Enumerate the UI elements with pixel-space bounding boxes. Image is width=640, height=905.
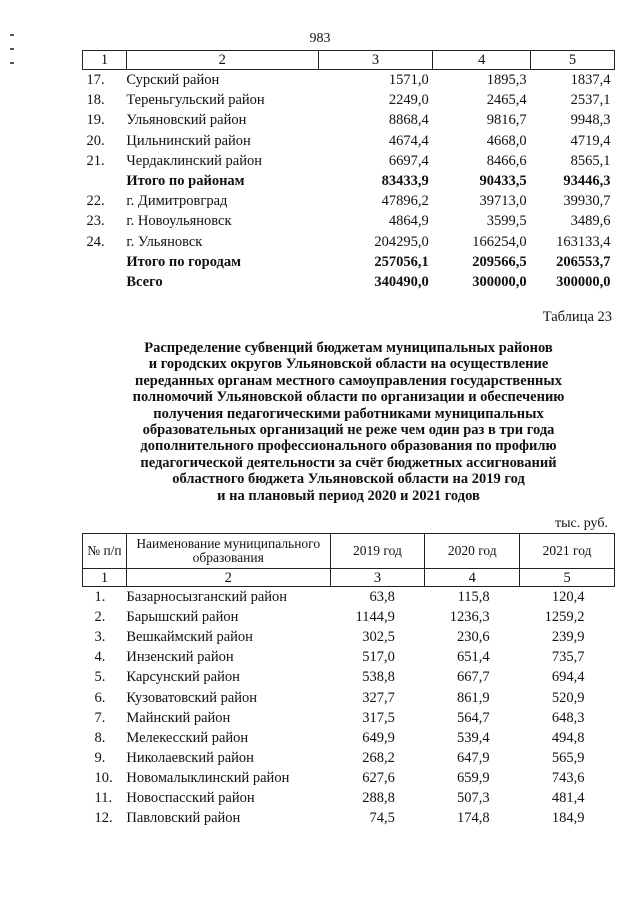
value-2021: 565,9	[551, 749, 585, 766]
row-name: Базарносызганский район	[126, 589, 288, 606]
value-2019: 257056,1	[374, 253, 429, 270]
value-2019: 4674,4	[388, 132, 429, 149]
top-table-col-number: 4	[433, 51, 531, 70]
value-2019: 74,5	[369, 810, 395, 827]
bottom-table-colnum-row	[83, 569, 615, 587]
value-2019: 63,8	[369, 589, 395, 606]
value-2020: 539,4	[457, 729, 490, 746]
value-2020: 659,9	[457, 769, 490, 786]
row-name: Кузоватовский район	[126, 689, 258, 706]
value-2019: 340490,0	[374, 273, 429, 290]
value-2019: 317,5	[362, 709, 395, 726]
header-2019: 2019 год	[330, 534, 425, 569]
table-row	[83, 748, 615, 768]
bottom-table-col-number: 5	[520, 569, 615, 587]
value-2020: 230,6	[457, 629, 490, 646]
bottom-table-col-number: 3	[330, 569, 425, 587]
value-2021: 743,6	[551, 769, 585, 786]
table-row	[83, 788, 615, 808]
row-name: Ульяновский район	[126, 112, 247, 129]
value-2019: 327,7	[362, 689, 395, 706]
value-2020: 300000,0	[472, 273, 527, 290]
value-2021: 39930,7	[563, 193, 611, 210]
title-line: полномочий Ульяновской области по организации и обеспечению	[132, 389, 565, 406]
value-2021: 481,4	[551, 789, 585, 806]
value-2021: 9948,3	[570, 112, 611, 129]
top-table-col-number: 2	[126, 51, 318, 70]
row-number: 8.	[94, 729, 106, 746]
value-2021: 2537,1	[570, 92, 611, 109]
row-number: 6.	[94, 689, 106, 706]
top-table	[82, 50, 615, 292]
value-2020: 507,3	[457, 789, 490, 806]
margin-mark	[10, 62, 14, 64]
value-2020: 2465,4	[486, 92, 527, 109]
value-2019: 627,6	[362, 769, 395, 786]
value-2021: 1837,4	[570, 72, 611, 89]
row-number: 9.	[94, 749, 106, 766]
value-2019: 204295,0	[374, 233, 429, 250]
table-row	[83, 687, 615, 707]
bottom-table-body	[83, 587, 615, 829]
value-2019: 1144,9	[355, 609, 395, 626]
value-2021: 1259,2	[544, 609, 585, 626]
value-2020: 90433,5	[479, 173, 527, 190]
bottom-table-col-number: 4	[425, 569, 520, 587]
row-number: 11.	[94, 789, 113, 806]
row-name: Чердаклинский район	[126, 152, 262, 169]
row-number	[83, 171, 127, 191]
row-number: 3.	[94, 629, 106, 646]
value-2020: 667,7	[457, 669, 490, 686]
table-row	[83, 70, 615, 91]
top-table-header-row	[83, 51, 615, 70]
title-line: образовательных организаций не реже чем один раз в три года	[142, 422, 555, 439]
row-number: 21.	[86, 152, 105, 169]
row-name: Тереньгульский район	[126, 92, 265, 109]
value-2020: 1895,3	[486, 72, 527, 89]
row-number: 1.	[94, 589, 106, 606]
row-name: Сурский район	[126, 72, 220, 89]
table-row	[83, 708, 615, 728]
row-number: 12.	[94, 810, 113, 827]
value-2021: 494,8	[551, 729, 585, 746]
value-2019: 4864,9	[388, 213, 429, 230]
top-table-col-number: 5	[531, 51, 615, 70]
row-number	[83, 272, 127, 292]
table-row	[83, 90, 615, 110]
value-2021: 239,9	[551, 629, 585, 646]
table-label: Таблица 23	[542, 309, 612, 325]
table-title	[82, 340, 615, 504]
bottom-table	[82, 533, 615, 828]
table-row	[83, 607, 615, 627]
row-name: г. Димитровград	[126, 193, 228, 210]
total-row	[83, 252, 615, 272]
row-name: Карсунский район	[126, 669, 240, 686]
value-2019: 538,8	[362, 669, 395, 686]
value-2021: 93446,3	[563, 173, 611, 190]
row-name: Павловский район	[126, 810, 241, 827]
row-number: 5.	[94, 669, 106, 686]
table-row	[83, 647, 615, 667]
value-2021: 184,9	[551, 810, 585, 827]
header-name: Наименование муниципального образования	[126, 534, 330, 569]
title-line: областного бюджета Ульяновской области на 2019 год	[172, 471, 525, 488]
title-line: дополнительного профессионального образования по профилю	[140, 438, 557, 455]
value-2019: 517,0	[362, 649, 395, 666]
row-name: Майнский район	[126, 709, 231, 726]
value-2020: 209566,5	[472, 253, 527, 270]
table-row	[83, 667, 615, 687]
value-2021: 163133,4	[556, 233, 611, 250]
value-2020: 1236,3	[449, 609, 490, 626]
table-row	[83, 627, 615, 647]
table-row	[83, 728, 615, 748]
top-table-col-number: 3	[318, 51, 433, 70]
value-2020: 3599,5	[486, 213, 527, 230]
table-row	[83, 151, 615, 171]
row-number: 22.	[86, 193, 105, 210]
value-2020: 4668,0	[486, 132, 527, 149]
value-2019: 6697,4	[388, 152, 429, 169]
value-2019: 8868,4	[388, 112, 429, 129]
title-line: переданных органам местного самоуправления государственных	[135, 372, 562, 389]
value-2020: 861,9	[457, 689, 490, 706]
table-row	[83, 211, 615, 231]
value-2020: 8466,6	[486, 152, 527, 169]
table-row	[83, 808, 615, 828]
row-number: 7.	[94, 709, 106, 726]
value-2020: 564,7	[457, 709, 490, 726]
row-number: 23.	[86, 213, 105, 230]
row-name: Новоспасский район	[126, 789, 255, 806]
value-2021: 300000,0	[556, 273, 611, 290]
value-2021: 694,4	[551, 669, 585, 686]
table-row	[83, 110, 615, 130]
value-2021: 120,4	[551, 589, 585, 606]
table-row	[83, 131, 615, 151]
total-row	[83, 272, 615, 292]
margin-marks	[10, 34, 16, 82]
total-row	[83, 171, 615, 191]
value-2021: 206553,7	[556, 253, 611, 270]
header-2021: 2021 год	[520, 534, 615, 569]
row-number	[83, 252, 127, 272]
value-2021: 648,3	[551, 709, 585, 726]
row-number: 18.	[86, 92, 105, 109]
row-name: Инзенский район	[126, 649, 234, 666]
row-name: Итого по городам	[126, 253, 241, 270]
value-2019: 47896,2	[381, 193, 429, 210]
title-line: педагогической деятельности за счёт бюджетных ассигнований	[140, 454, 557, 471]
header-2020: 2020 год	[425, 534, 520, 569]
value-2020: 9816,7	[486, 112, 527, 129]
table-row	[83, 191, 615, 211]
row-name: Всего	[126, 273, 163, 290]
value-2019: 268,2	[362, 749, 395, 766]
row-number: 24.	[86, 233, 105, 250]
row-name: Барышский район	[126, 609, 239, 626]
row-name: Новомалыклинский район	[126, 769, 290, 786]
value-2019: 1571,0	[388, 72, 429, 89]
value-2019: 2249,0	[388, 92, 429, 109]
row-number: 17.	[86, 72, 105, 89]
value-2019: 288,8	[362, 789, 395, 806]
top-table-col-number: 1	[83, 51, 127, 70]
row-name: Итого по районам	[126, 173, 245, 190]
margin-mark	[10, 34, 14, 36]
value-2019: 649,9	[362, 729, 395, 746]
row-name: Цильнинский район	[126, 132, 251, 149]
table-row	[83, 587, 615, 608]
value-2021: 3489,6	[570, 213, 611, 230]
row-name: Мелекесский район	[126, 729, 249, 746]
row-name: г. Ульяновск	[126, 233, 203, 250]
title-line: Распределение субвенций бюджетам муниципальных районов	[144, 340, 553, 356]
value-2020: 651,4	[457, 649, 490, 666]
header-num: № п/п	[83, 534, 127, 569]
value-2020: 39713,0	[479, 193, 527, 210]
value-2020: 115,8	[457, 589, 490, 606]
row-number: 19.	[86, 112, 105, 129]
value-2020: 174,8	[457, 810, 490, 827]
title-line: и городских округов Ульяновской области на осуществление	[148, 356, 549, 373]
value-2019: 302,5	[362, 629, 395, 646]
bottom-table-header-row	[83, 534, 615, 569]
value-2019: 83433,9	[381, 173, 429, 190]
row-name: г. Новоульяновск	[126, 213, 232, 230]
row-number: 4.	[94, 649, 106, 666]
row-number: 10.	[94, 769, 113, 786]
row-number: 2.	[94, 609, 106, 626]
margin-mark	[10, 48, 14, 50]
bottom-table-col-number: 1	[83, 569, 127, 587]
title-line: получения педагогическими работниками муниципальных	[153, 405, 544, 422]
units-label: тыс. руб.	[555, 516, 608, 531]
row-number: 20.	[86, 132, 105, 149]
value-2020: 166254,0	[472, 233, 527, 250]
row-name: Николаевский район	[126, 749, 254, 766]
bottom-table-col-number: 2	[126, 569, 330, 587]
value-2021: 735,7	[551, 649, 585, 666]
value-2021: 8565,1	[570, 152, 611, 169]
table-row	[83, 768, 615, 788]
top-table-body	[83, 70, 615, 293]
value-2021: 4719,4	[570, 132, 611, 149]
value-2021: 520,9	[551, 689, 585, 706]
title-line: и на плановый период 2020 и 2021 годов	[217, 487, 480, 504]
table-row	[83, 232, 615, 252]
value-2020: 647,9	[457, 749, 490, 766]
page-number: 983	[309, 31, 331, 46]
row-name: Вешкаймский район	[126, 629, 253, 646]
